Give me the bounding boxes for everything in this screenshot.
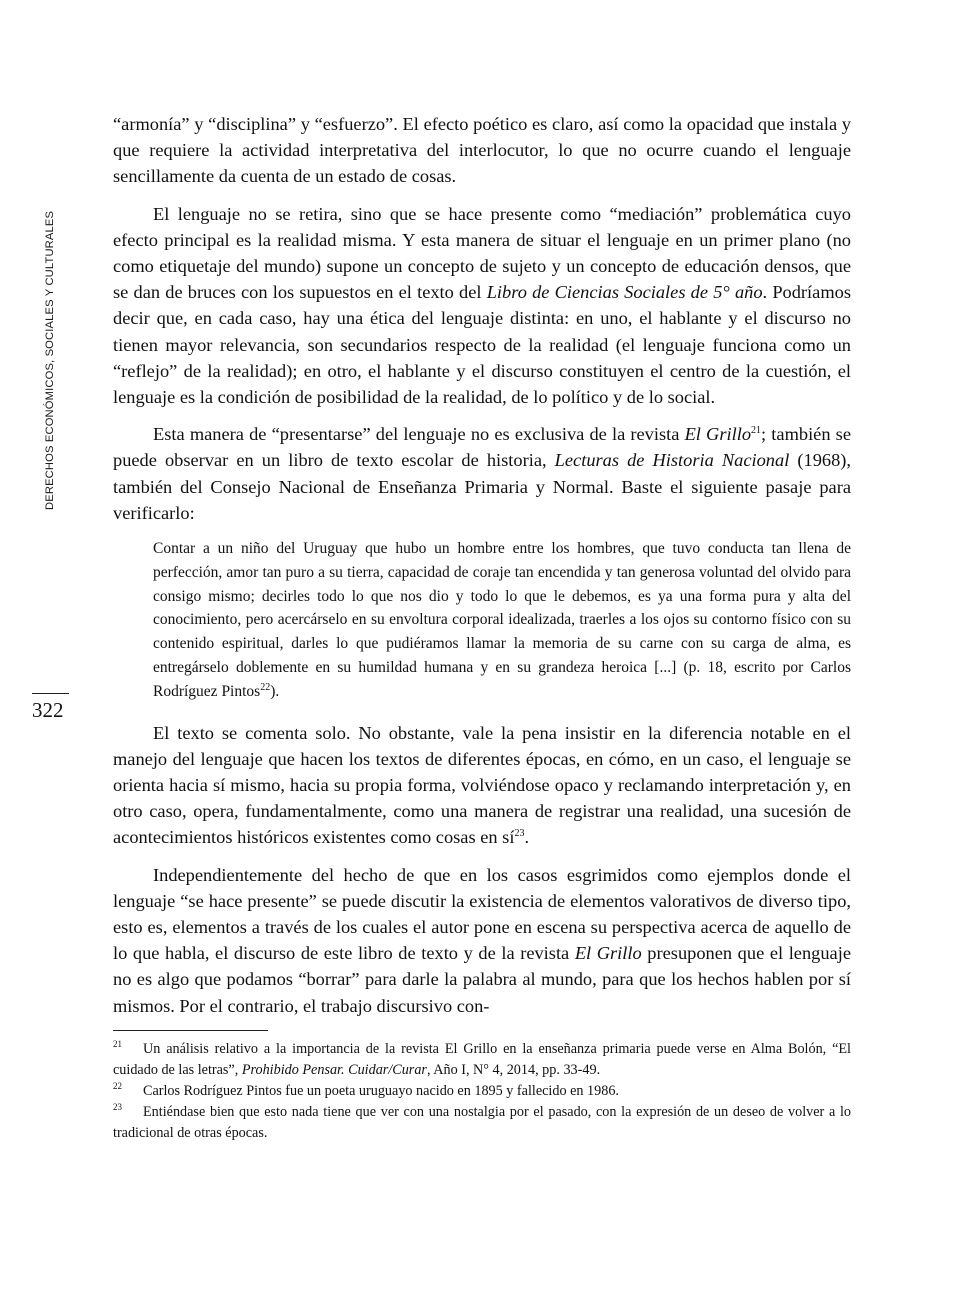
paragraph-1: “armonía” y “disciplina” y “esfuerzo”. El efecto poético es claro, así como la opacidad que instala y que requiere la actividad interpretativa del interlocutor, lo que no ocurre cuando el lenguaje sencillamente da cuenta de un estado de cosas. (113, 114, 851, 187)
footnote-21: 21 Un análisis relativo a la importancia de la revista El Grillo en la enseñanza primaria puede verse en Alma Bolón, “El cuidado de las letras”, Prohibido Pensar. Cuidar/Curar, Año I, N° 4, 2014, pp. 33-49. (113, 1039, 851, 1078)
paragraph-2-text-b: . Podríamos decir que, en cada caso, hay una ética del lenguaje distinta: en uno, el hablante y el discurso no tienen mayor relevancia, son secundarios respecto de la realidad (el lenguaje funciona como un “reflejo” de la realidad); en otro, el hablante y el discurso constituyen el centro de la cuestión, el lenguaje es la condición de posibilidad de la realidad, de lo político y de lo social. (113, 282, 851, 408)
footnote-text-a: Un análisis relativo a la importancia de la revista El Grillo en la enseñanza primaria puede verse en Alma Bolón, “El cuidado de las letras”, (113, 1040, 851, 1078)
footnote-text: Entiéndase bien que esto nada tiene que ver con una nostalgia por el pasado, con la expresión de un deseo de volver a lo tradicional de otras épocas. (113, 1103, 851, 1141)
paragraph-5-text-a: Independientemente del hecho de que en los casos esgrimidos como ejemplos donde el lenguaje “se hace presente” se puede discutir la existencia de elementos valorativos de diverso tipo, esto es, elementos a través de los cuales el autor pone en escena su perspectiva acerca de aquello de lo que habla, el discurso de este libro de texto y de la revista (113, 864, 851, 964)
footnote-22: 22 Carlos Rodríguez Pintos fue un poeta uruguayo nacido en 1895 y fallecido en 1986. (113, 1081, 619, 1099)
journal-title-el-grillo-2: El Grillo (574, 943, 642, 964)
paragraph-5 (113, 862, 851, 1019)
paragraph-4-text-b: . (524, 827, 530, 848)
footnote-text: Carlos Rodríguez Pintos fue un poeta uruguayo nacido en 1895 y fallecido en 1986. (143, 1082, 619, 1099)
running-title: DERECHOS ECONÓMICOS, SOCIALES Y CULTURALES (44, 210, 56, 510)
footnote-ref-23: 23 (514, 828, 525, 840)
paragraph-3-text-c: (1968), también del Consejo Nacional de Enseñanza Primaria y Normal. Baste el siguiente pasaje para verificarlo: (113, 450, 852, 523)
block-quote (153, 537, 851, 704)
book-title-ciencias-sociales: Libro de Ciencias Sociales de 5° año (486, 282, 763, 303)
footnote-rule (113, 1030, 268, 1031)
footnote-ref-21: 21 (751, 425, 762, 437)
paragraph-4-text-a: El texto se comenta solo. No obstante, vale la pena insistir en la diferencia notable en el manejo del lenguaje que hacen los textos de diferentes épocas, en cómo, en un caso, el lenguaje se orienta hacia sí mismo, hacia su propia forma, volviéndose opaco y reclamando interpretación y, en otro caso, opera, fundamentalmente, como una manera de registrar una realidad, una sucesión de acontecimientos históricos existentes como cosas en sí (113, 722, 851, 848)
paragraph-4 (113, 720, 851, 851)
paragraph-3-text-b: ; también se puede observar en un libro de texto escolar de historia, (113, 424, 852, 471)
page-number-rule (32, 693, 69, 694)
page-number: 322 (32, 698, 64, 722)
paragraph-2-text-a: El lenguaje no se retira, sino que se hace presente como “mediación” problemática cuyo efecto principal es la realidad misma. Y esta manera de situar el lenguaje en un primer plano (no como etiquetaje del mundo) supone un concepto de sujeto y un concepto de educación densos, que se dan de bruces con los supuestos en el texto del (113, 203, 851, 303)
main-text (113, 111, 851, 1144)
footnote-text-b: , Año I, N° 4, 2014, pp. 33-49. (426, 1061, 601, 1078)
paragraph-2 (113, 201, 851, 411)
footnote-journal-title: Prohibido Pensar. Cuidar/Curar (241, 1061, 427, 1078)
block-quote-text-b: ). (270, 682, 280, 700)
footnote-23: 23 Entiéndase bien que esto nada tiene que ver con una nostalgia por el pasado, con la expresión de un deseo de volver a lo tradicional de otras épocas. (113, 1102, 851, 1141)
book-title-lecturas: Lecturas de Historia Nacional (554, 450, 790, 471)
footnote-ref-22: 22 (260, 681, 271, 693)
block-quote-text-a: Contar a un niño del Uruguay que hubo un hombre entre los hombres, que tuvo conducta tan llena de perfección, amor tan puro a su tierra, capacidad de coraje tan encendida y tan generosa voluntad del olvido para consigo mismo; decirles todo lo que nos dio y todo lo que le debemos, es ya una forma pura y alta del conocimiento, pero acercárselo en su envoltura corporal idealizada, traerles a los ojos su contorno físico con su contenido espiritual, darles lo que pudiéramos llamar la memoria de su carne con su carga de alma, es entregárselo doblemente en su humildad humana y en su grandeza heroica [...] (p. 18, escrito por Carlos Rodríguez Pintos (153, 540, 851, 700)
journal-title-el-grillo: El Grillo (684, 424, 752, 445)
paragraph-3-text-a: Esta manera de “presentarse” del lenguaje no es exclusiva de la revista (153, 424, 685, 445)
paragraph-3 (113, 421, 851, 526)
paragraph-5-text-b: presuponen que el lenguaje no es algo que podamos “borrar” para darle la palabra al mundo, para que los hechos hablen por sí mismos. Por el contrario, el trabajo discursivo con- (113, 943, 851, 1016)
